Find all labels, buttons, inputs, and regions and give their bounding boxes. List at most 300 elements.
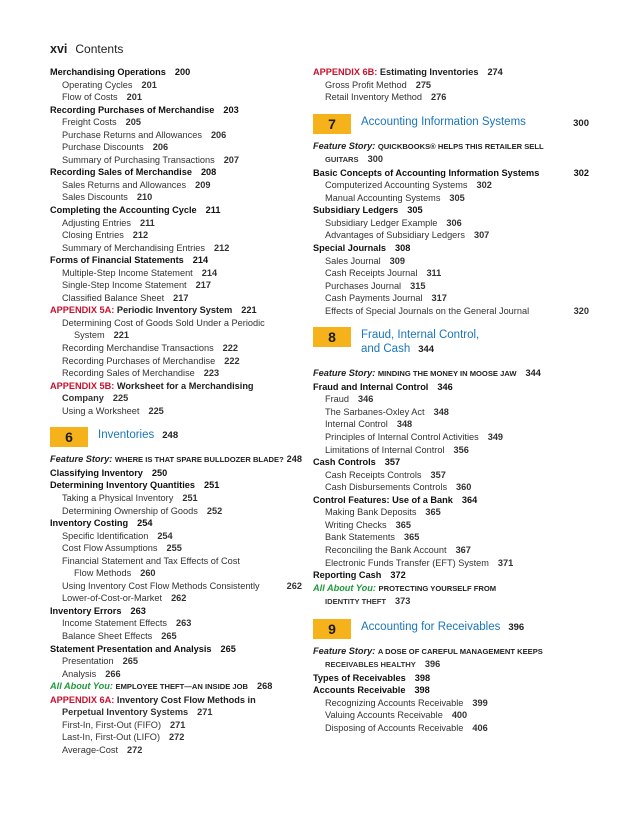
toc-entry	[313, 406, 589, 419]
entry-page-number: 268	[257, 681, 273, 692]
toc-entry	[313, 582, 589, 596]
toc-entry	[313, 722, 589, 735]
toc-entry	[313, 66, 589, 79]
entry-page-number: 271	[197, 707, 213, 718]
toc-entry	[50, 141, 302, 154]
entry-page-number: 263	[130, 605, 146, 616]
page-number: xvi	[50, 42, 68, 56]
entry-title: Income Statement Effects	[62, 618, 168, 629]
toc-entry	[50, 392, 302, 405]
entry-title: IDENTITY THEFT	[325, 597, 387, 607]
entry-title: Types of Receivables	[313, 672, 406, 683]
toc-entry	[313, 595, 589, 609]
entry-page-number: 373	[395, 596, 411, 607]
toc-entry	[313, 469, 589, 482]
entry-page-number: 254	[137, 518, 153, 529]
toc-entry	[50, 91, 302, 104]
entry-page-number: 311	[426, 268, 442, 279]
entry-title: Recording Sales of Merchandise	[50, 167, 192, 178]
chapter-page-number: 300	[573, 117, 589, 129]
toc-entry	[50, 254, 302, 267]
entry-page-number: 223	[203, 368, 220, 379]
entry-page-number: 206	[210, 129, 227, 140]
toc-left-column	[50, 66, 302, 756]
entry-page-number: 315	[410, 280, 426, 291]
entry-page-number: 265	[122, 656, 138, 667]
entry-page-number: 365	[395, 519, 411, 530]
entry-page-number: 225	[148, 405, 164, 416]
toc-entry	[50, 467, 302, 480]
toc-entry	[50, 492, 302, 505]
toc-entry	[313, 367, 589, 381]
entry-prefix: Feature Story:	[313, 645, 376, 656]
toc-entry	[50, 517, 302, 530]
entry-title: Reconciling the Bank Account	[325, 544, 447, 555]
toc-entry	[313, 531, 589, 544]
entry-title: Merchandising Operations	[50, 67, 166, 77]
entry-title: Purchase Returns and Allowances	[62, 129, 202, 140]
entry-page-number: 263	[176, 618, 192, 629]
entry-page-number: 254	[157, 530, 173, 541]
entry-title: Subsidiary Ledgers	[313, 205, 399, 216]
toc-entry	[50, 116, 302, 129]
chapter-page-number: 396	[508, 621, 525, 633]
entry-prefix: Feature Story:	[313, 368, 376, 379]
entry-page-number: 357	[430, 469, 446, 480]
entry-title: Multiple-Step Income Statement	[62, 267, 193, 278]
toc-entry	[313, 204, 589, 217]
chapter-title-text: Accounting for Receivables	[361, 620, 501, 633]
toc-entry	[50, 342, 302, 355]
toc-entry	[313, 557, 589, 570]
entry-page-number: 262	[171, 593, 187, 604]
toc-entry	[50, 279, 302, 292]
toc-entry	[313, 255, 589, 268]
entry-page-number: 356	[453, 444, 469, 455]
chapter-number-badge: 8	[313, 327, 351, 347]
entry-page-number: 211	[139, 217, 155, 228]
entry-title: Manual Accounting Systems	[325, 192, 441, 203]
entry-title: Average-Cost	[62, 744, 119, 755]
entry-title: Fraud and Internal Control	[313, 381, 429, 392]
entry-page-number: 265	[220, 643, 236, 654]
toc-entry	[50, 555, 302, 568]
toc-entry	[50, 744, 302, 757]
entry-page-number: 317	[431, 293, 447, 304]
entry-page-number: 349	[487, 432, 504, 443]
entry-title: Determining Cost of Goods Sold Under a Periodic	[62, 317, 265, 328]
toc-entry	[50, 191, 302, 204]
chapter-title	[361, 116, 526, 128]
entry-title: Recording Merchandise Transactions	[62, 343, 214, 354]
entry-title: Recording Purchases of Merchandise	[62, 355, 216, 366]
entry-title: Internal Control	[325, 419, 388, 430]
entry-title: Effects of Special Journals on the General Journal	[325, 305, 530, 316]
entry-title: Principles of Internal Control Activities	[325, 432, 479, 443]
entry-prefix: APPENDIX 5B:	[50, 380, 115, 391]
toc-entry	[50, 154, 302, 167]
toc-entry	[50, 668, 302, 681]
entry-title: Freight Costs	[62, 117, 117, 128]
entry-page-number: 203	[223, 104, 239, 115]
entry-page-number: 262	[286, 580, 302, 591]
entry-title: Periodic Inventory System	[116, 305, 233, 316]
toc-entry	[50, 367, 302, 380]
entry-page-number: 357	[384, 457, 401, 468]
toc-entry	[50, 104, 302, 117]
toc-entry	[313, 709, 589, 722]
entry-title: Determining Ownership of Goods	[62, 505, 198, 516]
entry-page-number: 360	[456, 482, 472, 493]
entry-page-number: 214	[192, 255, 209, 266]
toc-entry	[313, 506, 589, 519]
toc-entry	[313, 140, 589, 154]
entry-page-number: 207	[223, 154, 240, 165]
entry-page-number: 308	[395, 243, 411, 254]
entry-title: Presentation	[62, 656, 114, 667]
toc-entry	[50, 317, 302, 330]
entry-title: MINDING THE MONEY IN MOOSE JAW	[377, 369, 517, 379]
entry-title: EMPLOYEE THEFT—AN INSIDE JOB	[115, 682, 248, 692]
entry-page-number: 365	[403, 532, 420, 543]
toc-entry	[50, 680, 302, 694]
entry-page-number: 276	[431, 92, 447, 103]
entry-title: Flow Methods	[74, 568, 132, 579]
toc-entry	[313, 645, 589, 659]
chapter-heading	[50, 427, 302, 447]
entry-title: Making Bank Deposits	[325, 507, 417, 518]
entry-page-number: 250	[151, 467, 168, 478]
entry-title: Taking a Physical Inventory	[62, 492, 174, 503]
entry-title: PROTECTING YOURSELF FROM	[378, 583, 497, 593]
entry-page-number: 222	[222, 343, 239, 354]
entry-title: Worksheet for a Merchandising	[116, 380, 254, 391]
toc-entry	[50, 530, 302, 543]
toc-entry	[313, 494, 589, 507]
entry-title: Classified Balance Sheet	[62, 292, 165, 303]
toc-entry	[313, 672, 589, 685]
entry-title: Sales Discounts	[62, 192, 128, 203]
toc-entry	[50, 66, 302, 79]
entry-title: Retail Inventory Method	[325, 92, 423, 103]
toc-entry	[50, 505, 302, 518]
toc-entry	[50, 643, 302, 656]
chapter-title-text: Accounting Information Systems	[361, 115, 526, 128]
entry-title: Cash Disbursements Controls	[325, 482, 448, 493]
entry-title: Computerized Accounting Systems	[325, 180, 468, 191]
entry-title: Estimating Inventories	[379, 67, 479, 77]
toc-entry	[50, 79, 302, 92]
toc-entry	[313, 519, 589, 532]
entry-page-number: 209	[195, 179, 211, 190]
entry-page-number: 348	[396, 419, 413, 430]
entry-page-number: 274	[487, 67, 503, 77]
entry-title: Inventory Errors	[50, 605, 122, 616]
entry-title: Limitations of Internal Control	[325, 444, 445, 455]
toc-entry	[50, 731, 302, 744]
toc-entry	[50, 719, 302, 732]
entry-title: Advantages of Subsidiary Ledgers	[325, 230, 465, 241]
chapter-heading	[313, 327, 589, 361]
entry-prefix: All About You:	[50, 681, 113, 692]
entry-page-number: 214	[201, 267, 218, 278]
toc-entry	[50, 304, 302, 317]
entry-page-number: 367	[455, 544, 471, 555]
entry-page-number: 206	[152, 142, 169, 153]
chapter-title-text: and Cash	[361, 343, 411, 356]
entry-title: Completing the Accounting Cycle	[50, 205, 197, 216]
entry-prefix: APPENDIX 6B:	[313, 67, 378, 77]
toc-entry	[313, 267, 589, 280]
toc-entry	[313, 153, 589, 167]
entry-title: Accounts Receivable	[313, 685, 406, 696]
toc-entry	[50, 329, 302, 342]
entry-title: Single-Step Income Statement	[62, 280, 187, 291]
entry-title: Financial Statement and Tax Effects of Cost	[62, 555, 240, 566]
toc-entry	[313, 167, 589, 180]
toc-entry	[313, 91, 589, 104]
toc-entry	[313, 684, 589, 697]
entry-page-number: 200	[174, 67, 191, 77]
entry-title: Cash Controls	[313, 457, 376, 468]
chapter-title	[361, 621, 524, 633]
entry-title: Determining Inventory Quantities	[50, 480, 195, 491]
entry-page-number: 217	[195, 280, 211, 291]
chapter-number-badge: 6	[50, 427, 88, 447]
entry-title: Using Inventory Cost Flow Methods Consistently	[62, 580, 260, 591]
toc-entry	[313, 431, 589, 444]
toc-entry	[50, 694, 302, 707]
toc-entry	[50, 605, 302, 618]
entry-title: Analysis	[62, 668, 97, 679]
entry-page-number: 251	[182, 492, 198, 503]
entry-page-number: 346	[358, 394, 374, 405]
entry-title: WHERE IS THAT SPARE BULLDOZER BLADE?	[114, 455, 284, 465]
toc-entry	[50, 204, 302, 217]
entry-title: QUICKBOOKS® HELPS THIS RETAILER SELL	[377, 141, 544, 151]
entry-page-number: 372	[390, 570, 406, 581]
toc-entry	[50, 405, 302, 418]
toc-entry	[50, 267, 302, 280]
entry-page-number: 371	[497, 557, 514, 568]
entry-prefix: Feature Story:	[50, 454, 113, 465]
chapter-title	[98, 429, 178, 441]
entry-page-number: 272	[127, 744, 143, 755]
entry-title: Fraud	[325, 394, 350, 405]
entry-page-number: 210	[136, 192, 153, 203]
toc-entry	[313, 79, 589, 92]
entry-title: Specific Identification	[62, 530, 149, 541]
entry-title: Writing Checks	[325, 519, 387, 530]
toc-entry	[313, 381, 589, 394]
entry-title: Cost Flow Assumptions	[62, 543, 158, 554]
chapter-title-text: Inventories	[98, 429, 155, 442]
entry-title: Recognizing Accounts Receivable	[325, 697, 464, 708]
entry-page-number: 300	[367, 154, 383, 165]
entry-page-number: 396	[424, 659, 441, 670]
entry-title: Company	[62, 393, 104, 404]
toc-entry	[313, 192, 589, 205]
entry-title: System	[74, 330, 105, 341]
entry-page-number: 208	[200, 167, 217, 178]
entry-page-number: 346	[437, 381, 453, 392]
entry-page-number: 365	[425, 507, 441, 518]
toc-entry	[50, 229, 302, 242]
toc-entry	[50, 630, 302, 643]
entry-page-number: 307	[473, 230, 490, 241]
entry-page-number: 252	[206, 505, 223, 516]
entry-prefix: Feature Story:	[313, 140, 376, 151]
entry-page-number: 400	[451, 710, 468, 721]
entry-page-number: 275	[415, 79, 432, 90]
entry-title: Adjusting Entries	[62, 217, 131, 228]
toc-entry	[313, 544, 589, 557]
entry-page-number: 271	[170, 719, 186, 730]
entry-title: Basic Concepts of Accounting Information Systems	[313, 167, 540, 178]
toc-entry	[313, 305, 589, 318]
entry-page-number: 212	[132, 230, 149, 241]
entry-title: Recording Sales of Merchandise	[62, 368, 195, 379]
chapter-number-badge: 7	[313, 114, 351, 134]
toc-entry	[50, 655, 302, 668]
toc-right-column	[313, 66, 589, 735]
page-header	[50, 42, 123, 56]
entry-title: Sales Journal	[325, 255, 381, 266]
page-title: Contents	[75, 42, 124, 56]
entry-page-number: 265	[161, 630, 177, 641]
entry-title: Recording Purchases of Merchandise	[50, 104, 215, 115]
entry-page-number: 205	[125, 117, 141, 128]
entry-title: Inventory Costing	[50, 518, 129, 529]
toc-entry	[50, 542, 302, 555]
entry-title: Purchases Journal	[325, 280, 402, 291]
entry-title: Using a Worksheet	[62, 405, 140, 416]
entry-title: The Sarbanes-Oxley Act	[325, 406, 425, 417]
entry-page-number: 201	[141, 79, 157, 90]
toc-entry	[313, 393, 589, 406]
entry-page-number: 364	[461, 494, 478, 505]
entry-page-number: 221	[113, 330, 129, 341]
toc-entry	[313, 217, 589, 230]
toc-entry	[50, 166, 302, 179]
entry-page-number: 398	[414, 685, 430, 696]
entry-title: Purchase Discounts	[62, 142, 144, 153]
toc-entry	[50, 242, 302, 255]
entry-title: Statement Presentation and Analysis	[50, 643, 212, 654]
toc-entry	[50, 129, 302, 142]
toc-entry	[313, 658, 589, 672]
entry-title: Cash Payments Journal	[325, 293, 423, 304]
entry-title: Bank Statements	[325, 532, 395, 543]
entry-title: First-In, First-Out (FIFO)	[62, 719, 162, 730]
toc-entry	[313, 280, 589, 293]
entry-title: Forms of Financial Statements	[50, 255, 184, 266]
entry-page-number: 211	[205, 205, 221, 216]
toc-entry	[50, 706, 302, 719]
toc-entry	[50, 380, 302, 393]
entry-title: Sales Returns and Allowances	[62, 179, 187, 190]
entry-title: Operating Cycles	[62, 79, 133, 90]
toc-entry	[50, 355, 302, 368]
entry-title: Balance Sheet Effects	[62, 630, 153, 641]
entry-title: Special Journals	[313, 243, 387, 254]
entry-title: Electronic Funds Transfer (EFT) System	[325, 557, 489, 568]
toc-entry	[313, 569, 589, 582]
toc-entry	[313, 179, 589, 192]
toc-entry	[313, 697, 589, 710]
toc-entry	[50, 567, 302, 580]
entry-page-number: 305	[407, 205, 423, 216]
entry-page-number: 225	[112, 393, 129, 404]
entry-page-number: 266	[105, 668, 121, 679]
entry-title: Control Features: Use of a Bank	[313, 494, 453, 505]
entry-page-number: 309	[389, 255, 406, 266]
toc-entry	[50, 617, 302, 630]
chapter-page-number: 344	[418, 344, 435, 356]
entry-title: Summary of Purchasing Transactions	[62, 154, 215, 165]
entry-page-number: 255	[166, 543, 182, 554]
chapter-heading	[313, 619, 589, 639]
entry-title: Reporting Cash	[313, 570, 382, 581]
entry-page-number: 222	[224, 355, 240, 366]
toc-entry	[50, 292, 302, 305]
chapter-page-number: 248	[162, 430, 179, 442]
entry-page-number: 306	[446, 217, 462, 228]
entry-title: Inventory Cost Flow Methods in	[116, 694, 256, 705]
entry-page-number: 302	[476, 180, 492, 191]
entry-prefix: All About You:	[313, 582, 376, 593]
entry-page-number: 251	[203, 480, 220, 491]
toc-entry	[50, 580, 302, 593]
entry-title: Perpetual Inventory Systems	[62, 707, 189, 718]
entry-page-number: 221	[241, 305, 257, 316]
entry-page-number: 320	[573, 305, 589, 316]
chapter-number-badge: 9	[313, 619, 351, 639]
chapter-heading	[313, 114, 589, 134]
toc-entry	[313, 418, 589, 431]
entry-page-number: 398	[414, 672, 431, 683]
chapter-title-line2	[361, 343, 434, 355]
entry-page-number: 348	[433, 406, 449, 417]
toc-entry	[313, 292, 589, 305]
toc-entry	[313, 242, 589, 255]
entry-title: Cash Receipts Journal	[325, 268, 418, 279]
entry-title: Valuing Accounts Receivable	[325, 710, 443, 721]
entry-prefix: APPENDIX 5A:	[50, 305, 115, 316]
entry-title: Last-In, First-Out (LIFO)	[62, 732, 161, 743]
toc-entry	[50, 592, 302, 605]
entry-page-number: 302	[573, 167, 589, 178]
entry-title: Gross Profit Method	[325, 79, 407, 90]
entry-title: Disposing of Accounts Receivable	[325, 722, 464, 733]
entry-title: Classifying Inventory	[50, 467, 143, 478]
toc-entry	[50, 179, 302, 192]
entry-page-number: 248	[286, 454, 302, 465]
chapter-title-text: Fraud, Internal Control,	[361, 329, 480, 342]
entry-page-number: 344	[525, 368, 541, 379]
entry-title: Cash Receipts Controls	[325, 469, 422, 480]
entry-prefix: APPENDIX 6A:	[50, 694, 115, 705]
entry-title: RECEIVABLES HEALTHY	[325, 660, 416, 670]
entry-page-number: 406	[472, 722, 488, 733]
toc-entry	[50, 453, 302, 467]
entry-title: Closing Entries	[62, 230, 124, 241]
toc-entry	[50, 217, 302, 230]
entry-title: GUITARS	[325, 155, 359, 165]
entry-page-number: 201	[126, 92, 142, 103]
toc-entry	[50, 479, 302, 492]
entry-page-number: 217	[173, 292, 189, 303]
